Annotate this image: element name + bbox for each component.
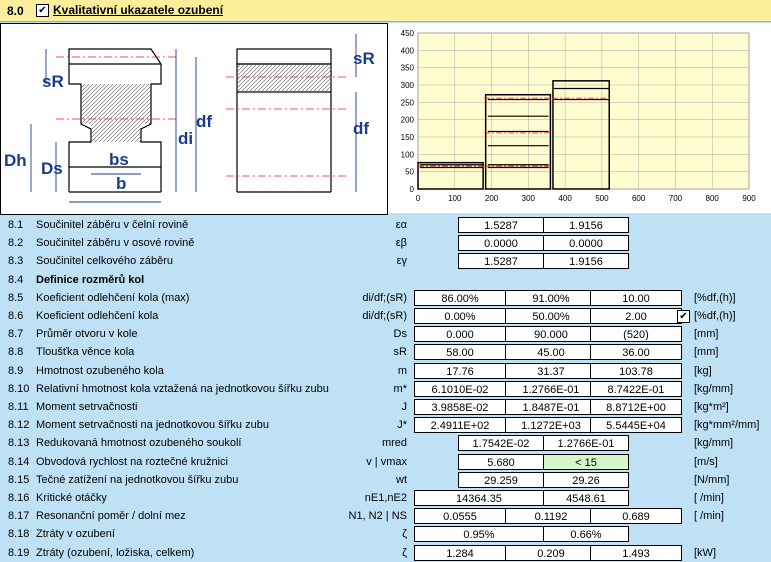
row-symbol: di/df;(sR) [362, 310, 407, 322]
value-cell[interactable]: 1.5287 [458, 253, 544, 269]
label-Ds: Ds [41, 159, 63, 178]
value-cell[interactable]: 1.2766E-01 [543, 435, 629, 451]
value-cell[interactable]: (520) [590, 326, 682, 342]
row-symbol: Ds [393, 328, 407, 341]
row-unit: [%df,(h)] [694, 291, 736, 304]
row-unit: [kW] [694, 546, 716, 559]
row-unit: [kg/mm] [694, 382, 734, 395]
row-label: Resonanční poměr / dolní mez [36, 510, 186, 523]
value-cell[interactable]: 31.37 [505, 363, 597, 379]
value-cell[interactable]: 29.26 [543, 472, 629, 488]
value-cell[interactable]: 0.0000 [543, 235, 629, 251]
row-label: Koeficient odlehčení kola (max) [36, 291, 190, 304]
value-cell[interactable]: 0.000 [414, 326, 506, 342]
value-cell[interactable]: 91.00% [505, 290, 597, 306]
table-row [0, 489, 771, 507]
row-checkbox[interactable]: ✔ [677, 310, 690, 323]
value-cell[interactable]: 3.9858E-02 [414, 399, 506, 415]
table-row [0, 434, 771, 452]
value-cell[interactable]: 90.000 [505, 326, 597, 342]
row-number: 8.10 [8, 382, 30, 395]
x-tick-label: 700 [668, 194, 683, 203]
row-symbol: ζ [402, 546, 407, 559]
row-symbol: εβ [395, 237, 407, 250]
label-sR-right: sR [353, 49, 375, 68]
label-df-left: df [196, 112, 213, 131]
x-tick-label: 200 [484, 194, 499, 203]
value-cell[interactable]: 0.209 [505, 545, 597, 561]
table-row [0, 471, 771, 489]
x-tick-label: 600 [631, 194, 646, 203]
row-symbol: N1, N2 | NS [348, 510, 407, 523]
row-number: 8.15 [8, 473, 30, 486]
chart-svg [388, 23, 771, 213]
value-cell[interactable]: 8.8712E+00 [590, 399, 682, 415]
row-symbol: εγ [396, 255, 407, 268]
y-tick-label: 100 [400, 150, 414, 160]
label-b: b [116, 174, 127, 193]
table-row [0, 216, 771, 234]
x-tick-label: 800 [705, 194, 719, 203]
row-label: Koeficient odlehčení kola [36, 310, 159, 322]
table-row [0, 362, 771, 380]
value-cell[interactable]: 58.00 [414, 344, 506, 360]
row-symbol: ζ [402, 528, 407, 541]
value-cell[interactable]: 10.00 [590, 290, 682, 306]
value-cell[interactable]: 36.00 [590, 344, 682, 360]
value-cell[interactable]: 0.689 [590, 508, 682, 524]
table-row [0, 289, 771, 307]
label-df-right: df [353, 119, 370, 138]
label-Dh: Dh [4, 151, 27, 170]
value-cell[interactable]: 1.1272E+03 [505, 417, 597, 433]
row-symbol: J [401, 401, 407, 413]
gear-diagram [0, 23, 388, 215]
row-label: Redukovaná hmotnost ozubeného soukolí [36, 437, 242, 450]
value-cell[interactable]: 0.1192 [505, 508, 597, 524]
row-symbol: J* [397, 419, 407, 432]
row-symbol: mred [381, 437, 407, 450]
row-symbol: v | vmax [366, 455, 407, 468]
row-number: 8.18 [8, 528, 30, 541]
value-cell[interactable]: 2.4911E+02 [414, 417, 506, 433]
value-cell[interactable]: 103.78 [590, 363, 682, 379]
value-cell[interactable]: 0.00% [414, 308, 506, 324]
row-number: 8.6 [8, 310, 24, 322]
row-number: 8.7 [8, 328, 24, 341]
table-row [0, 252, 771, 270]
row-label: Kritické otáčky [36, 492, 107, 504]
label-di: di [178, 129, 194, 148]
value-cell[interactable]: 5.5445E+04 [590, 417, 682, 433]
table-row [0, 398, 771, 416]
row-label: Obvodová rychlost na roztečné kružnici [36, 455, 228, 468]
row-number: 8.2 [8, 237, 24, 250]
row-unit: [kg*mm²/mm] [694, 419, 760, 432]
row-label: Ztráty v ozubení [36, 528, 115, 541]
row-unit: [N/mm] [694, 473, 730, 486]
value-cell[interactable]: 1.8487E-01 [505, 399, 597, 415]
section-header [0, 0, 771, 22]
table-row [0, 507, 771, 525]
row-label: Součinitel záběru v čelní rovině [36, 219, 189, 231]
row-label: Relativní hmotnost kola vztažená na jednotkovou šířku zubu [36, 382, 329, 395]
gear-cross-section-drawing [1, 24, 387, 214]
row-label: Moment setrvačnosti [36, 401, 138, 413]
row-symbol: m [397, 364, 407, 377]
y-tick-label: 150 [400, 133, 414, 142]
value-cell[interactable]: 2.00 [590, 308, 682, 324]
row-unit: [kg] [694, 364, 712, 377]
y-tick-label: 50 [405, 167, 414, 177]
y-tick-label: 350 [400, 63, 414, 73]
value-cell[interactable]: 1.2766E-01 [505, 381, 597, 397]
x-tick-label: 0 [415, 194, 421, 203]
row-number: 8.19 [8, 546, 30, 559]
table-row [0, 453, 771, 471]
value-cell[interactable]: 0.0000 [458, 235, 544, 251]
value-cell[interactable]: 86.00% [414, 290, 506, 306]
value-cell[interactable]: 29.259 [458, 472, 544, 488]
row-label: Ztráty (ozubení, ložiska, celkem) [36, 546, 195, 559]
row-number: 8.17 [8, 510, 30, 523]
value-cell[interactable]: 0.66% [543, 526, 629, 542]
x-tick-label: 900 [742, 194, 756, 203]
table-row [0, 525, 771, 543]
value-cell[interactable]: 6.1010E-02 [414, 381, 506, 397]
value-cell[interactable]: 1.5287 [458, 217, 544, 233]
row-number: 8.4 [8, 273, 24, 286]
row-label: Součinitel celkového záběru [36, 255, 173, 268]
value-cell[interactable]: 4548.61 [543, 490, 629, 506]
row-number: 8.1 [8, 219, 24, 231]
row-unit: [ /min] [694, 492, 724, 504]
table-row [0, 544, 771, 562]
table-row [0, 380, 771, 398]
row-unit: [kg*m²] [694, 401, 729, 413]
row-symbol: εα [395, 219, 407, 231]
plot-area [418, 33, 749, 189]
value-cell[interactable]: < 15 [543, 454, 629, 470]
row-number: 8.8 [8, 346, 24, 359]
y-tick-label: 200 [400, 115, 414, 125]
value-cell[interactable]: 0.95% [414, 526, 544, 542]
value-cell[interactable]: 17.76 [414, 363, 506, 379]
row-symbol: di/df;(sR) [362, 291, 407, 304]
row-label: Tečné zatížení na jednotkovou šířku zubu [36, 473, 239, 486]
row-symbol: sR [393, 346, 407, 359]
row-label: Tloušťka věnce kola [36, 346, 135, 359]
value-cell[interactable]: 14364.35 [414, 490, 544, 506]
section-checkbox[interactable]: ✔ [36, 4, 49, 17]
row-number: 8.13 [8, 437, 30, 450]
row-unit: [%df,(h)] [694, 310, 736, 322]
value-cell[interactable]: 0.0555 [414, 508, 506, 524]
row-symbol: m* [393, 382, 407, 395]
value-cell[interactable]: 8.7422E-01 [590, 381, 682, 397]
table-row [0, 307, 771, 325]
row-number: 8.12 [8, 419, 30, 432]
row-symbol: nE1,nE2 [364, 492, 407, 504]
x-tick-label: 400 [558, 194, 572, 203]
table-row [0, 271, 771, 289]
row-label: Moment setrvačnosti na jednotkovou šířku zubu [36, 419, 269, 432]
y-tick-label: 250 [400, 98, 414, 108]
value-cell[interactable]: 5.680 [458, 454, 544, 470]
row-unit: [m/s] [694, 455, 718, 468]
row-number: 8.5 [8, 291, 24, 304]
section-number: 8.0 [7, 4, 24, 18]
value-cell[interactable]: 1.7542E-02 [458, 435, 544, 451]
table-row [0, 416, 771, 434]
row-number: 8.3 [8, 255, 24, 268]
value-cell[interactable]: 1.493 [590, 545, 682, 561]
row-number: 8.14 [8, 455, 30, 468]
row-label: Průměr otvoru v kole [36, 328, 138, 341]
y-tick-label: 0 [409, 185, 414, 194]
label-sR-left: sR [42, 72, 64, 91]
row-unit: [kg/mm] [694, 437, 734, 450]
dimension-chart [388, 23, 771, 213]
y-tick-label: 300 [400, 81, 414, 90]
value-cell[interactable]: 45.00 [505, 344, 597, 360]
row-label: Definice rozměrů kol [36, 273, 145, 286]
row-symbol: wt [396, 473, 407, 486]
label-bs: bs [109, 150, 129, 169]
row-number: 8.11 [8, 401, 29, 413]
table-row [0, 343, 771, 361]
value-cell[interactable]: 50.00% [505, 308, 597, 324]
row-unit: [mm] [694, 346, 719, 359]
row-label: Hmotnost ozubeného kola [36, 364, 164, 377]
value-cell[interactable]: 1.9156 [543, 253, 629, 269]
x-tick-label: 300 [521, 194, 536, 203]
x-tick-label: 500 [595, 194, 609, 203]
y-tick-label: 400 [400, 46, 414, 56]
row-unit: [ /min] [694, 510, 724, 523]
table-row [0, 234, 771, 252]
x-tick-label: 100 [448, 194, 462, 203]
row-label: Součinitel záběru v osové rovině [36, 237, 195, 250]
value-cell[interactable]: 1.284 [414, 545, 506, 561]
row-number: 8.16 [8, 492, 30, 504]
y-tick-label: 450 [400, 29, 414, 38]
row-number: 8.9 [8, 364, 24, 377]
section-title: Kvalitativní ukazatele ozubení [53, 3, 224, 17]
table-row [0, 325, 771, 343]
value-cell[interactable]: 1.9156 [543, 217, 629, 233]
row-unit: [mm] [694, 328, 719, 341]
